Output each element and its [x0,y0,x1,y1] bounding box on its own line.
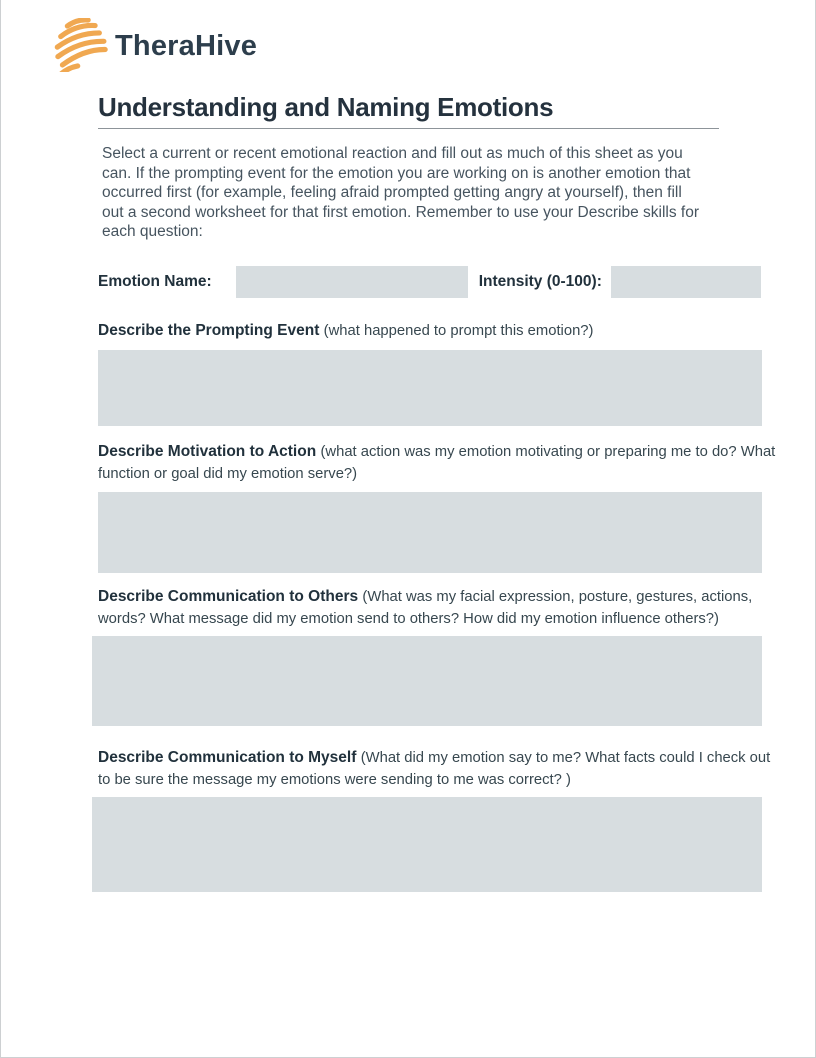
section-hint: (what happened to prompt this emotion?) [323,322,594,339]
section-label [98,747,778,791]
intensity-label: Intensity (0-100): [478,272,602,290]
page-title: Understanding and Naming Emotions [98,92,554,122]
hive-logo-icon [43,18,109,72]
communication-to-myself-input[interactable] [92,797,762,892]
emotion-name-input[interactable] [236,266,468,298]
motivation-to-action-input[interactable] [98,492,762,573]
section-motivation-to-action [98,441,778,573]
section-label [98,320,778,342]
emotion-name-label: Emotion Name: [98,272,212,290]
emotion-name-row [98,266,778,298]
therahive-logo [1,0,815,72]
section-prompting-event [98,320,778,426]
section-hint: (what action was my emotion motivating or preparing me to do? What function or goal did my emotion serve?) [98,443,776,482]
section-title: Describe Motivation to Action [98,442,317,460]
title-divider [98,128,719,129]
section-title: Describe the Prompting Event [98,321,320,339]
section-title: Describe Communication to Myself [98,748,357,766]
communication-to-others-input[interactable] [92,636,762,726]
section-label [98,586,778,630]
intensity-input[interactable] [611,266,761,298]
section-hint: (What was my facial expression, posture, gestures, actions, words? What message did my emotion send to others? How did my emotion influence others?) [98,588,753,627]
section-label [98,441,778,485]
section-communication-to-myself [98,747,778,892]
brand-wordmark: TheraHive [115,29,258,62]
section-communication-to-others [98,586,778,726]
intro-text: Select a current or recent emotional reaction and fill out as much of this sheet as you can. If the prompting event for the emotion you are working on is another emotion that occurred first (for example, feeling afraid prompted getting angry at yourself), then fill out a second worksheet for that first emotion. Remember to use your Describe skills for each question: [102,145,699,240]
worksheet-content [98,92,778,892]
section-hint: (What did my emotion say to me? What facts could I check out to be sure the message my emotions were sending to me was correct? ) [98,749,771,788]
section-title: Describe Communication to Others [98,587,359,605]
prompting-event-input[interactable] [98,350,762,426]
